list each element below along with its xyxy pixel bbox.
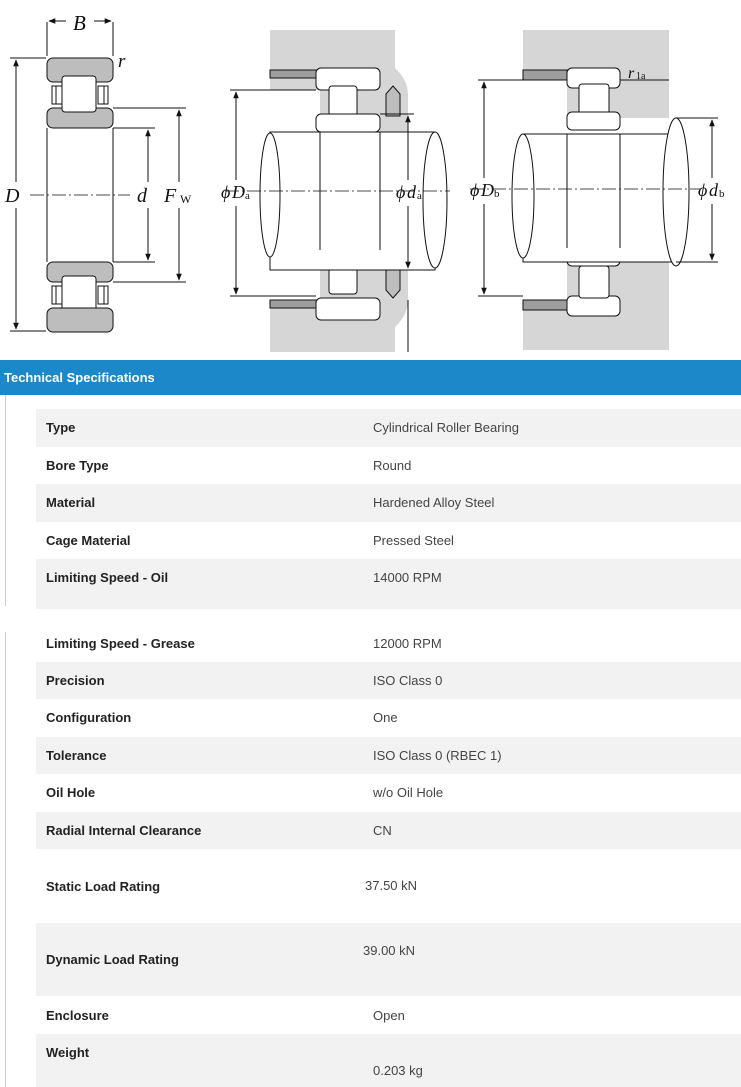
spec-label: Configuration (46, 710, 132, 725)
label-Db: D (481, 180, 494, 200)
spec-value: Cylindrical Roller Bearing (373, 420, 519, 435)
bearing-cross-section (30, 58, 130, 332)
label-Db-sub: b (494, 188, 500, 200)
spec-label: Dynamic Load Rating (46, 952, 179, 967)
spec-value: ISO Class 0 (RBEC 1) (373, 748, 502, 763)
spec-label: Weight (46, 1045, 90, 1060)
spec-label: Tolerance (46, 748, 107, 763)
spec-value: 0.203 kg (373, 1063, 423, 1078)
spec-label: Limiting Speed - Oil (46, 570, 169, 585)
label-phi-da: ϕ (396, 182, 406, 202)
table-row (36, 923, 741, 996)
table-row (36, 774, 741, 812)
spec-label: Bore Type (46, 458, 109, 473)
table-row (36, 522, 741, 559)
spec-value: 37.50 kN (365, 878, 418, 893)
spec-value: w/o Oil Hole (373, 785, 444, 800)
spec-table (36, 409, 741, 609)
spec-label: Limiting Speed - Grease (46, 636, 195, 651)
spec-label: Oil Hole (46, 785, 96, 800)
spec-label: Radial Internal Clearance (46, 823, 202, 838)
label-r: r (118, 51, 126, 72)
table-row (36, 1034, 741, 1087)
table-row (36, 699, 741, 737)
label-F-sub: W (180, 192, 192, 206)
spec-value: Hardened Alloy Steel (373, 495, 495, 510)
label-r1a-sub: 1a (636, 71, 646, 82)
label-Da-sub: a (245, 190, 250, 202)
label-da-sub: a (417, 190, 422, 202)
spec-label: Enclosure (46, 1008, 109, 1023)
spec-value: ISO Class 0 (373, 673, 443, 688)
table-row (36, 409, 741, 447)
section-border (5, 632, 6, 1087)
spec-label: Type (46, 420, 76, 435)
spec-label: Precision (46, 673, 105, 688)
table-row (36, 662, 741, 699)
spec-value: 39.00 kN (363, 943, 416, 958)
table-row (36, 737, 741, 774)
label-da: d (407, 182, 416, 202)
label-d: d (137, 185, 147, 207)
label-F: F (164, 185, 177, 207)
spec-value: One (373, 710, 398, 725)
bearing-dimension-diagram (0, 0, 741, 360)
spec-value: 12000 RPM (373, 636, 442, 651)
spec-label: Cage Material (46, 533, 131, 548)
table-row (36, 447, 741, 484)
label-db-sub: b (719, 188, 725, 200)
mounting-diagram-b (470, 30, 718, 350)
label-Da: D (232, 182, 245, 202)
label-B: B (73, 11, 86, 35)
spec-label: Static Load Rating (46, 879, 161, 894)
label-D: D (5, 185, 20, 207)
section-border (5, 395, 6, 606)
spec-label: Material (46, 495, 96, 510)
label-db: d (709, 180, 718, 200)
spec-value: Round (373, 458, 412, 473)
label-phi-db: ϕ (698, 180, 708, 200)
label-phi-Da: ϕ (221, 182, 231, 202)
table-spacer (36, 597, 741, 609)
table-row (36, 849, 741, 923)
label-r1a: r (628, 65, 635, 82)
table-row (36, 624, 741, 662)
table-row (36, 812, 741, 849)
spec-value: Open (373, 1008, 405, 1023)
label-phi-Db: ϕ (470, 180, 480, 200)
spec-section-header[interactable]: Technical Specifications (0, 360, 741, 395)
spec-value: 14000 RPM (373, 570, 442, 585)
table-row (36, 559, 741, 597)
table-row (36, 484, 741, 522)
spec-table (36, 624, 741, 1087)
spec-value: Pressed Steel (373, 533, 454, 548)
table-row (36, 996, 741, 1034)
spec-value: CN (373, 823, 392, 838)
